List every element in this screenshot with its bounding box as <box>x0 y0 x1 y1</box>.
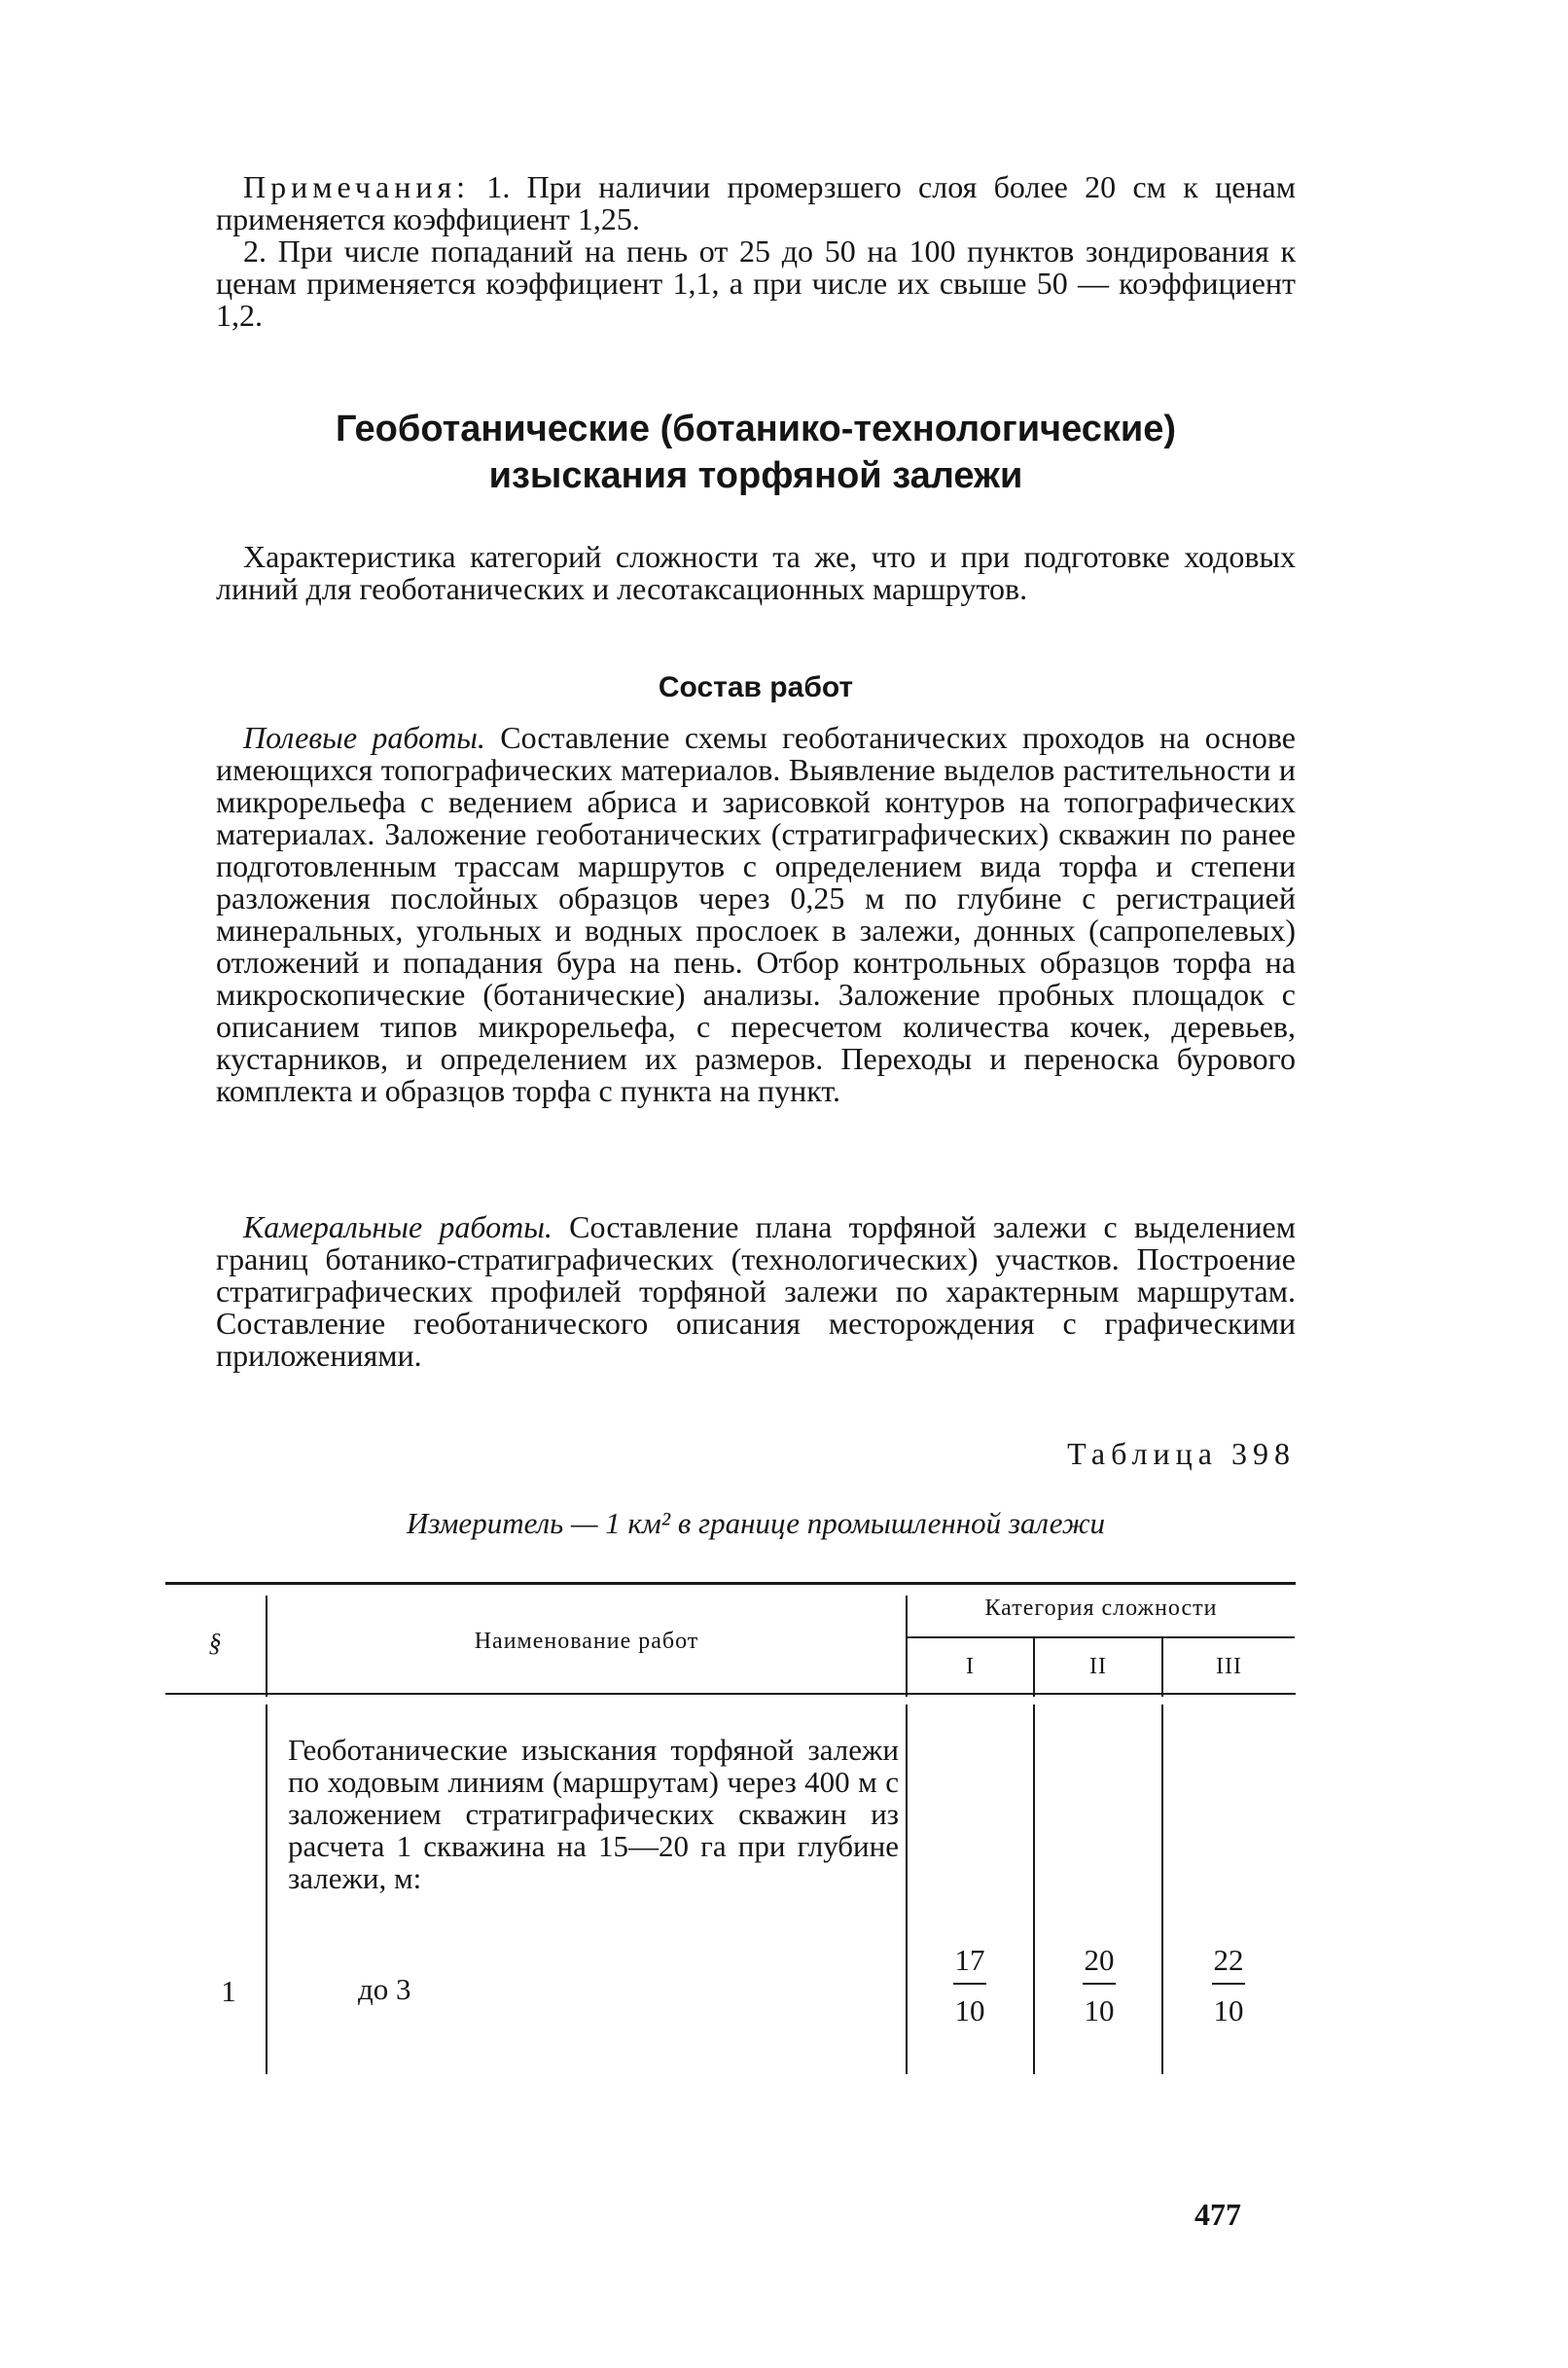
row-1-cat-1-top: 17 <box>954 1943 985 1977</box>
field-works-text: Составление схемы геоботанических проходов на основе имеющихся топографических материалов. Выявление выделов растительности и микрорельефа с ведением абриса и зарисовкой контуров на топографических материалах. Заложение геоботанических (стратиграфических) скважин по ранее подготовленным трассам маршрутов с определением вида торфа и степени разложения послойных образцов через 0,25 м по глубине с регистрацией минеральных, угольных и водных прослоек в залежи, донных (сапропелевых) отложений и попадания бура на пень. Отбор контрольных образцов торфа на микроскопические (ботанические) анализы. Заложение пробных площадок с описанием типов микрорельефа, с пересчетом количества кочек, деревьев, кустарников, и определением их размеров. Переходы и переноска бурового комплекта и образцов торфа с пункта на пункт. <box>216 720 1296 1108</box>
header-cat-3: III <box>1216 1654 1242 1679</box>
row-1-sub: до 3 <box>358 1972 411 2006</box>
fraction-bar <box>1212 1983 1245 1985</box>
section-title-line-2: изыскания торфяной залежи <box>488 455 1023 496</box>
notes-block <box>216 171 1296 332</box>
intro-paragraph: Характеристика категорий сложности та же, что и при подготовке ходовых линий для геоботанических и лесотаксационных маршрутов. <box>216 539 1296 606</box>
table-header-rule <box>165 1693 1296 1695</box>
header-cat-2: II <box>1089 1654 1107 1679</box>
office-works-paragraph <box>216 1211 1296 1372</box>
table-divider-cat2-body <box>1161 1704 1163 2074</box>
note-2: 2. При числе попаданий на пень от 25 до 50 на 100 пунктов зондирования к ценам применяется коэффициент 1,1, а при числе их свыше 50 — коэффициент 1,2. <box>216 233 1296 333</box>
fraction-bar <box>1083 1983 1116 1985</box>
office-works-text: Составление плана торфяной залежи с выделением границ ботанико-стратиграфических (технологических) участков. Построение стратиграфических профилей торфяной залежи по характерным маршрутам. Составление геоботанического описания месторождения с графическими приложениями. <box>216 1209 1297 1373</box>
row-1-cat-2-top: 20 <box>1084 1943 1115 1977</box>
header-num: § <box>208 1629 223 1657</box>
note-1-text: 1. При наличии промерзшего слоя более 20 см к ценам применяется коэффициент 1,25. <box>216 169 1297 236</box>
row-1-cat-1-value <box>931 1944 1009 2027</box>
note-1 <box>216 171 1296 235</box>
row-1-cat-3-bottom: 10 <box>1213 1993 1244 2027</box>
section-title-line-1: Геоботанические (ботанико-технологические) <box>335 409 1177 449</box>
row-1-cat-3-top: 22 <box>1213 1943 1244 1977</box>
table-divider-cat1-body <box>1033 1704 1035 2074</box>
table-meter: Измеритель — 1 км² в границе промышленной залежи <box>406 1506 1106 1540</box>
header-category: Категория сложности <box>984 1596 1218 1621</box>
header-cat-1: I <box>966 1654 975 1679</box>
row-1-cat-3-value <box>1190 1944 1267 2027</box>
row-1-cat-1-bottom: 10 <box>954 1993 985 2027</box>
composition-title: Состав работ <box>658 671 854 703</box>
table-label: Таблица 398 <box>1067 1436 1296 1471</box>
header-name: Наименование работ <box>474 1629 699 1654</box>
field-works-label: Полевые работы. <box>243 720 485 755</box>
row-1-cat-2-bottom: 10 <box>1084 1993 1115 2027</box>
table-divider-name-body <box>906 1704 908 2074</box>
field-works-paragraph <box>216 722 1296 1107</box>
notes-label: Примечания: <box>243 169 471 204</box>
page-number: 477 <box>1194 2197 1241 2232</box>
office-works-label: Камеральные работы. <box>243 1209 552 1244</box>
table-category-rule <box>906 1636 1295 1638</box>
table-top-rule <box>165 1582 1296 1585</box>
row-1-num: 1 <box>221 1974 236 2008</box>
table-divider-num-body <box>266 1704 267 2074</box>
row-1-cat-2-value <box>1060 1944 1138 2027</box>
row-1-description: Геоботанические изыскания торфяной залежи по ходовым линиям (маршрутам) через 400 м с заложением стратиграфических скважин из расчета 1 скважина на 15—20 га при глубине залежи, м: <box>288 1733 899 1895</box>
fraction-bar <box>953 1983 986 1985</box>
